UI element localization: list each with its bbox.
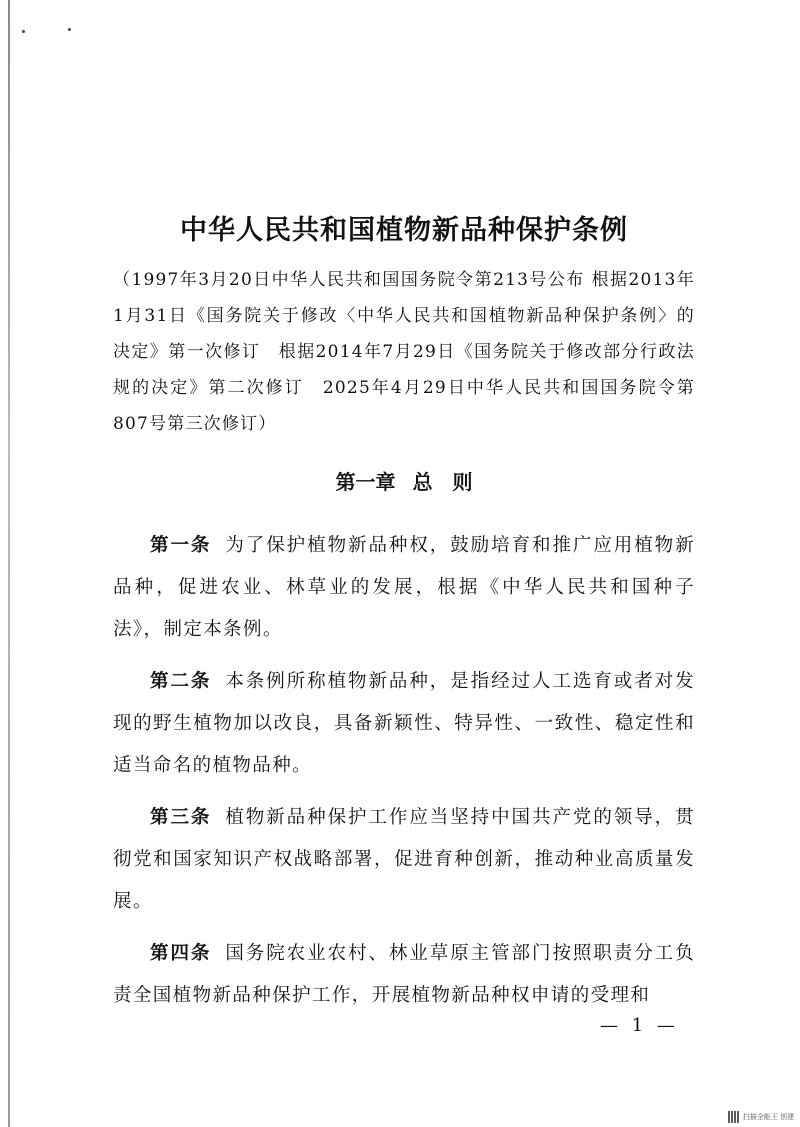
article-4 — [113, 933, 695, 1017]
article-2 — [113, 661, 695, 787]
article-1 — [113, 525, 695, 651]
article-number: 第一条 — [150, 535, 212, 556]
article-text: 本条例所称植物新品种，是指经过人工选育或者对发现的野生植物加以改良，具备新颖性、特异性、一致性、稳定性和适当命名的植物品种。 — [113, 671, 696, 776]
scanner-label: 扫描全能王 创建 — [742, 1113, 794, 1121]
scanner-watermark — [728, 1111, 794, 1123]
scan-edge — [8, 0, 10, 1127]
article-text: 国务院农业农村、林业草原主管部门按照职责分工负责全国植物新品种保护工作，开展植物新品种权申请的受理和 — [113, 943, 696, 1006]
document-page — [113, 214, 695, 1027]
scan-speck — [68, 28, 71, 31]
document-title: 中华人民共和国植物新品种保护条例 — [180, 215, 628, 246]
article-text: 植物新品种保护工作应当坚持中国共产党的领导，贯彻党和国家知识产权战略部署，促进育种创新，推动种业高质量发展。 — [113, 807, 696, 912]
article-number: 第四条 — [150, 943, 212, 964]
chapter-heading: 第一章 总 则 — [335, 470, 473, 494]
article-3 — [113, 797, 695, 923]
scan-speck — [22, 30, 25, 33]
page-number: — 1 — — [600, 1015, 679, 1036]
revision-note: （1997年3月20日中华人民共和国国务院令第213号公布 根据2013年1月31日《国务院关于修改〈中华人民共和国植物新品种保护条例〉的决定》第一次修订 根据2014年7月29日《国务院关于修改部分行政法规的决定》第二次修订 2025年4月29日中华人民共和国国务院令第807号第三次修订） — [113, 270, 695, 434]
qr-code-icon — [728, 1111, 740, 1123]
article-text: 为了保护植物新品种权，鼓励培育和推广应用植物新品种，促进农业、林草业的发展，根据《中华人民共和国种子法》，制定本条例。 — [113, 535, 696, 640]
article-number: 第三条 — [150, 807, 212, 828]
article-number: 第二条 — [150, 671, 212, 692]
